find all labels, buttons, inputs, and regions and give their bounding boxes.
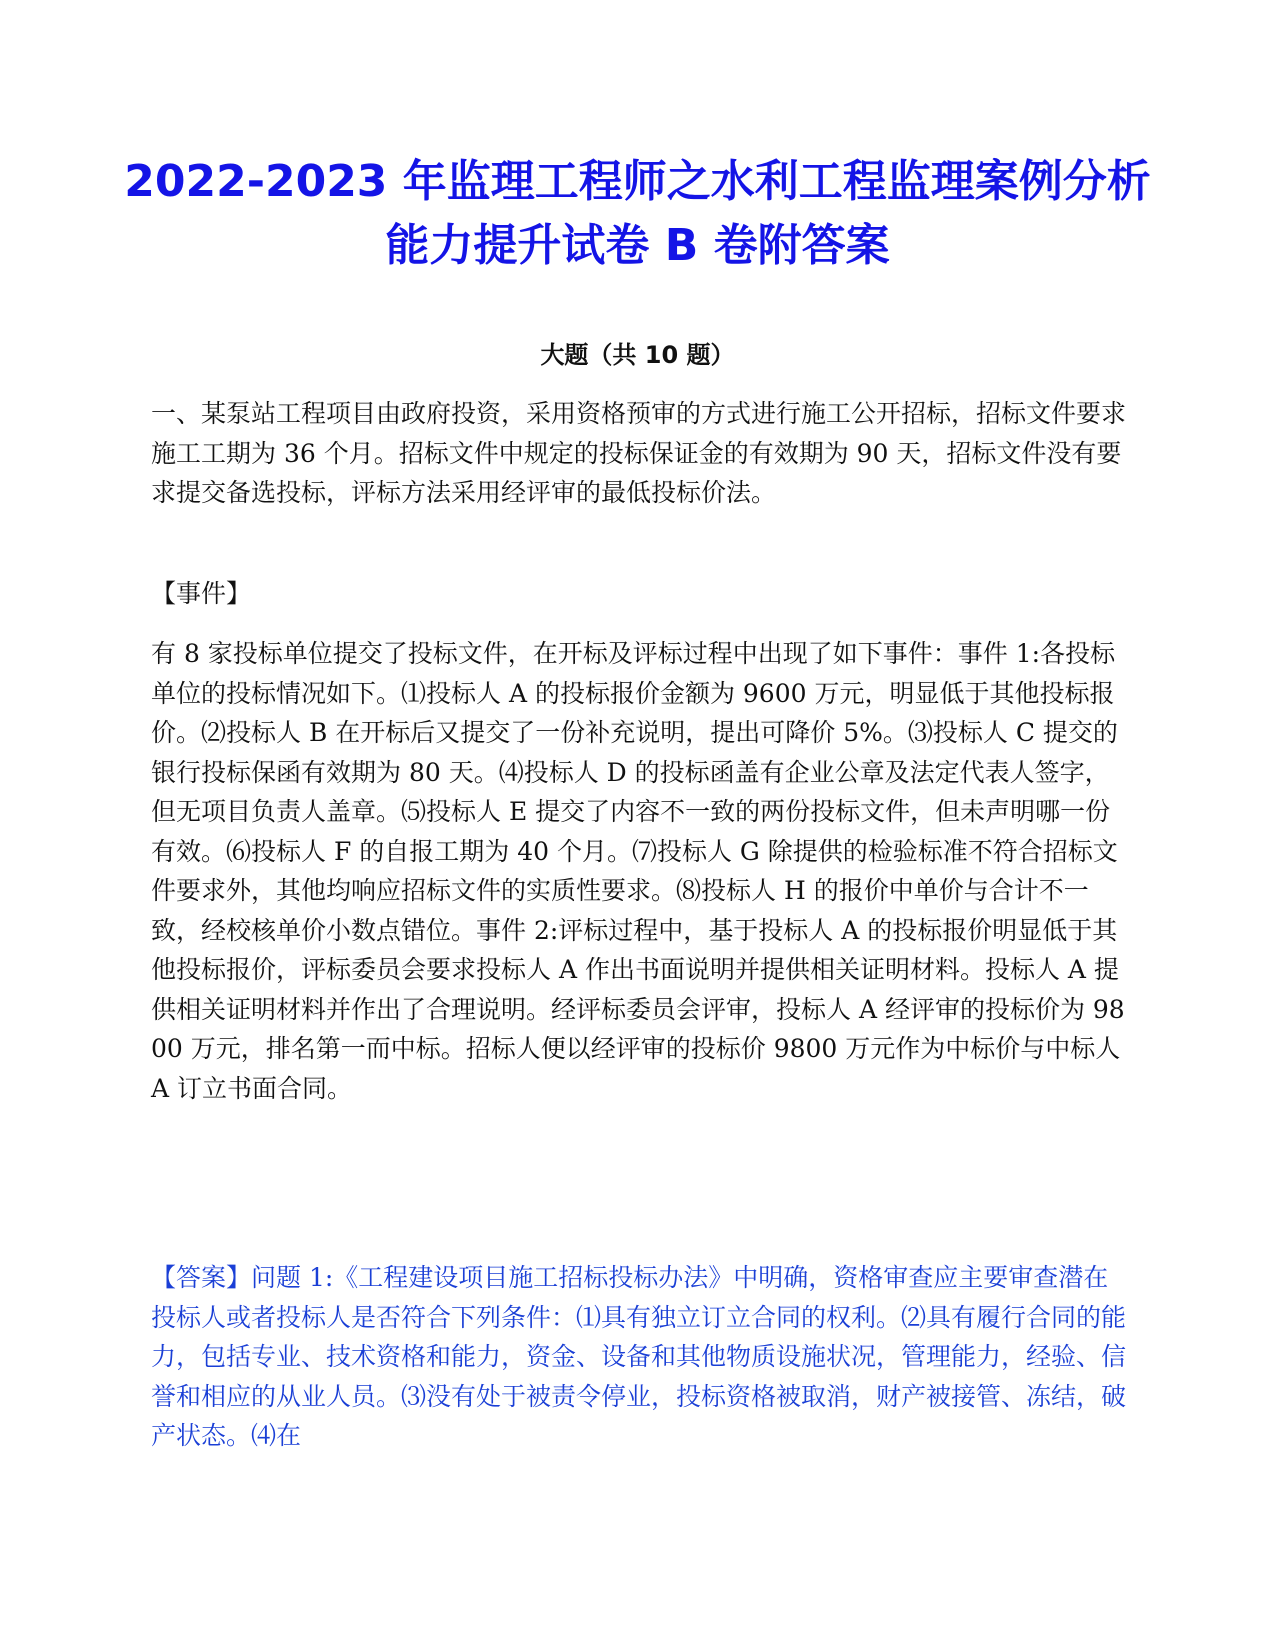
event-label: 【事件】	[151, 579, 252, 608]
answer-paragraph: 【答案】问题 1:《工程建设项目施工招标投标办法》中明确，资格审查应主要审查潜在投标人或者投标人是否符合下列条件：⑴具有独立订立合同的权利。⑵具有履行合同的能力，包括专业、技术资格和能力，资金、设备和其他物质设施状况，管理能力，经验、信誉和相应的从业人员。⑶没有处于被责令停业，投标资格被取消，财产被接管、冻结，破产状态。⑷在	[151, 1263, 1127, 1450]
document-title: 2022-2023 年监理工程师之水利工程监理案例分析能力提升试卷 B 卷附答案	[124, 156, 1151, 271]
events-paragraph: 有 8 家投标单位提交了投标文件，在开标及评标过程中出现了如下事件：事件 1:各投标单位的投标情况如下。⑴投标人 A 的投标报价金额为 9600 万元，明显低于其他投标报价。⑵投标人 B 在开标后又提交了一份补充说明，提出可降价 5%。⑶投标人 C 提交的银行投标保函有效期为 80 天。⑷投标人 D 的投标函盖有企业公章及法定代表人签字，但无项目负责人盖章。⑸投标人 E 提交了内容不一致的两份投标文件，但未声明哪一份有效。⑹投标人 F 的自报工期为 40 个月。⑺投标人 G 除提供的检验标准不符合招标文件要求外，其他均响应招标文件的实质性要求。⑻投标人 H 的报价中单价与合计不一致，经校核单价小数点错位。事件 2:评标过程中，基于投标人 A 的投标报价明显低于其他投标报价，评标委员会要求投标人 A 作出书面说明并提供相关证明材料。投标人 A 提供相关证明材料并作出了合理说明。经评标委员会评审，投标人 A 经评审的投标价为 9800 万元，排名第一而中标。招标人便以经评审的投标价 9800 万元作为中标价与中标人 A 订立书面合同。	[151, 639, 1129, 1103]
question-intro-paragraph: 一、某泵站工程项目由政府投资，采用资格预审的方式进行施工公开招标，招标文件要求施工工期为 36 个月。招标文件中规定的投标保证金的有效期为 90 天，招标文件没有要求提交备选投标，评标方法采用经评审的最低投标价法。	[151, 399, 1127, 507]
section-heading: 大题（共 10 题）	[540, 341, 735, 369]
